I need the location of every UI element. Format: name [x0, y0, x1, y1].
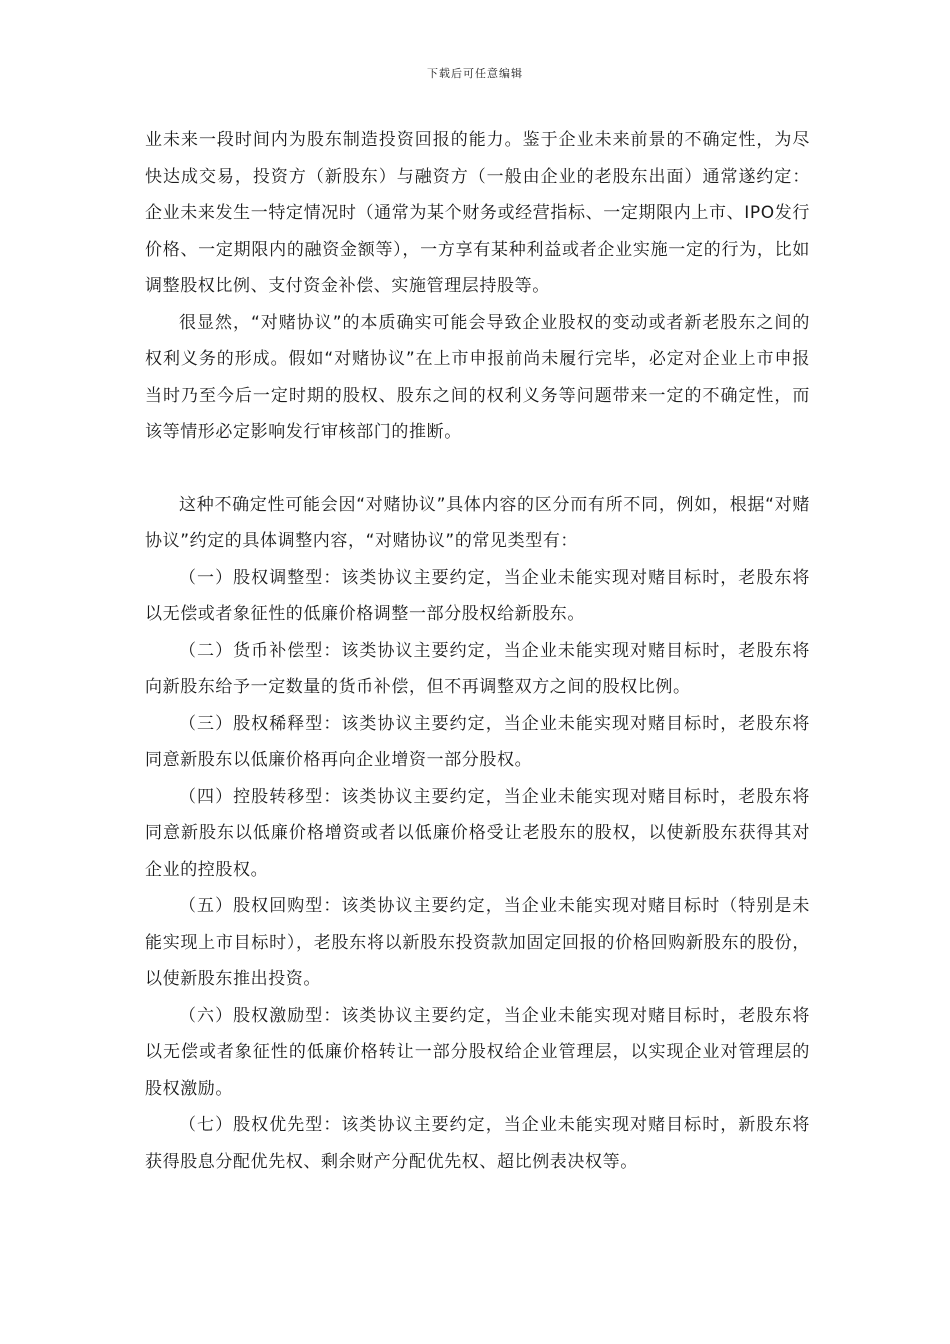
- paragraph-essence: 很显然，“对赌协议”的本质确实可能会导致企业股权的变动或者新老股东之间的权利义务的形成。假如“对赌协议”在上市申报前尚未履行完毕，必定对企业上市申报当时乃至今后一定时期的股权、股东之间的权利义务等问题带来一定的不确定性，而该等情形必定影响发行审核部门的推断。: [145, 312, 810, 442]
- list-item-control-transfer: （四）控股转移型：该类协议主要约定，当企业未能实现对赌目标时，老股东将同意新股东以低廉价格增资或者以低廉价格受让老股东的股权，以使新股东获得其对企业的控股权。: [145, 786, 810, 880]
- list-item-equity-dilution: （三）股权稀释型：该类协议主要约定，当企业未能实现对赌目标时，老股东将同意新股东以低廉价格再向企业增资一部分股权。: [145, 713, 810, 770]
- list-item-equity-incentive: （六）股权激励型：该类协议主要约定，当企业未能实现对赌目标时，老股东将以无偿或者象征性的低廉价格转让一部分股权给企业管理层，以实现企业对管理层的股权激励。: [145, 1005, 810, 1099]
- paragraph-continuation: 业未来一段时间内为股东制造投资回报的能力。鉴于企业未来前景的不确定性，为尽快达成交易，投资方（新股东）与融资方（一般由企业的老股东出面）通常遂约定：企业未来发生一特定情况时（通常为某个财务或经营指标、一定期限内上市、IPO发行价格、一定期限内的融资金额等），一方享有某种利益或者企业实施一定的行为，比如调整股权比例、支付资金补偿、实施管理层持股等。: [145, 130, 810, 296]
- list-item-equity-repurchase: （五）股权回购型：该类协议主要约定，当企业未能实现对赌目标时（特别是未能实现上市目标时），老股东将以新股东投资款加固定回报的价格回购新股东的股份，以使新股东推出投资。: [145, 896, 810, 989]
- list-item-equity-priority: （七）股权优先型：该类协议主要约定，当企业未能实现对赌目标时，新股东将获得股息分配优先权、剩余财产分配优先权、超比例表决权等。: [145, 1115, 810, 1172]
- paragraph-types-intro: 这种不确定性可能会因“对赌协议”具体内容的区分而有所不同，例如，根据“对赌协议”约定的具体调整内容，“对赌协议”的常见类型有：: [145, 494, 810, 551]
- list-item-monetary-compensation: （二）货币补偿型：该类协议主要约定，当企业未能实现对赌目标时，老股东将向新股东给予一定数量的货币补偿，但不再调整双方之间的股权比例。: [145, 640, 810, 697]
- list-item-equity-adjustment: （一）股权调整型：该类协议主要约定，当企业未能实现对赌目标时，老股东将以无偿或者象征性的低廉价格调整一部分股权给新股东。: [145, 567, 810, 624]
- page-header: 下载后可任意编辑: [427, 67, 523, 80]
- document-body: [145, 122, 810, 1180]
